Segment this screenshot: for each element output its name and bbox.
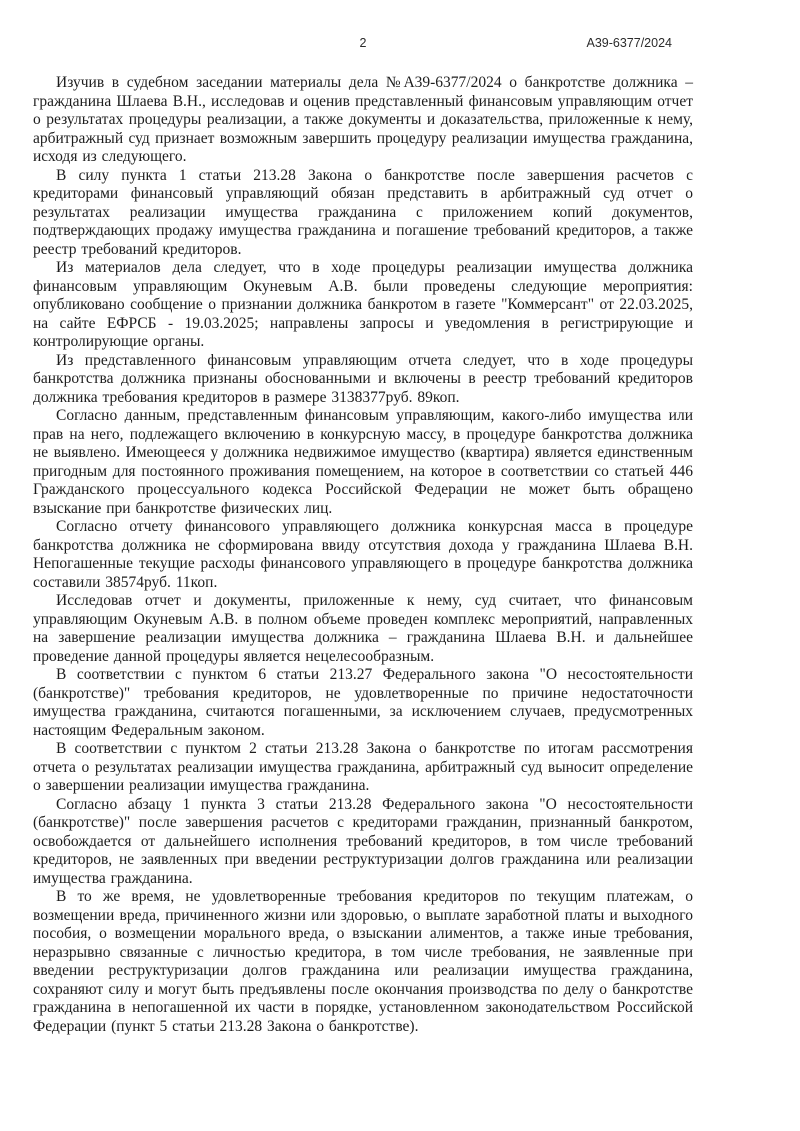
paragraph-law-213-28-p1: В силу пункта 1 статьи 213.28 Закона о банкротстве после завершения расчетов с кредиторами финансовый управляющий обязан представить в арбитражный суд отчет о результатах реализации имущества гражданина с приложением копий документов, подтверждающих продажу имущества гражданина и погашение требований кредиторов, а также реестр требований кредиторов. (33, 166, 693, 258)
paragraph-law-213-28-p3: Согласно абзацу 1 пункта 3 статьи 213.28 Федерального закона "О несостоятельности (банкротстве)" после завершения расчетов с кредиторами гражданин, признанный банкротом, освобождается от дальнейшего исполнения требований кредиторов, в том числе требований кредиторов, не заявленных при введении реструктуризации долгов гражданина или реализации имущества гражданина. (33, 795, 693, 887)
paragraph-bankruptcy-estate: Согласно отчету финансового управляющего должника конкурсная масса в процедуре банкротства должника не сформирована ввиду отсутствия дохода у гражданина Шлаева В.Н. Непогашенные текущие расходы финансового управляющего в процедуре банкротства должника составили 38574руб. 11коп. (33, 518, 693, 591)
page-number: 2 (359, 36, 367, 50)
paragraph-case-materials: Из материалов дела следует, что в ходе процедуры реализации имущества должника финансовым управляющим Окуневым А.В. были проведены следующие мероприятия: опубликовано сообщение о признании должника банкротом в газете "Коммерсант" от 22.03.2025, на сайте ЕФРСБ - 19.03.2025; направлены запросы и уведомления в регистрирующие и контролирующие органы. (33, 259, 693, 350)
paragraph-court-review: Изучив в судебном заседании материалы дела №А39-6377/2024 о банкротстве должника – гражданина Шлаева В.Н., исследовав и оценив представленный финансовым управляющим отчет о результатах процедуры реализации, а также документы и доказательства, приложенные к нему, арбитражный суд признает возможным завершить процедуру реализации имущества гражданина, исходя из следующего. (33, 74, 693, 165)
paragraph-exceptions: В то же время, не удовлетворенные требования кредиторов по текущим платежам, о возмещении вреда, причиненного жизни или здоровью, о выплате заработной платы и выходного пособия, о возмещении морального вреда, о взыскании алиментов, а также иные требования, неразрывно связанные с личностью кредитора, в том числе требования, не заявленные при введении реструктуризации долгов гражданина или реализации имущества гражданина, сохраняют силу и могут быть предъявлены после окончания производства по делу о банкротстве гражданина в непогашенной их части в порядке, установленном законодательством Российской Федерации (пункт 5 статьи 213.28 Закона о банкротстве). (33, 888, 693, 1035)
paragraph-report-conclusion: Исследовав отчет и документы, приложенные к нему, суд считает, что финансовым управляющим Окуневым А.В. в полном объеме проведен комплекс мероприятий, направленных на завершение реализации имущества должника – гражданина Шлаева В.Н. и дальнейшее проведение данной процедуры является нецелесообразным. (33, 592, 693, 665)
page-header (0, 36, 800, 56)
paragraph-law-213-27-p6: В соответствии с пунктом 6 статьи 213.27 Федерального закона "О несостоятельности (банкротстве)" требования кредиторов, не удовлетворенные по причине недостаточности имущества гражданина, считаются погашенными, за исключением случаев, предусмотренных настоящим Федеральным законом. (33, 666, 693, 739)
paragraph-law-213-28-p2: В соответствии с пунктом 2 статьи 213.28 Закона о банкротстве по итогам рассмотрения отчета о результатах реализации имущества гражданина, арбитражный суд выносит определение о завершении реализации имущества гражданина. (33, 740, 693, 794)
paragraph-creditors-register: Из представленного финансовым управляющим отчета следует, что в ходе процедуры банкротства должника признаны обоснованными и включены в реестр требований кредиторов должника требования кредиторов в размере 3138377руб. 89коп. (33, 351, 693, 406)
case-number: А39-6377/2024 (586, 36, 672, 50)
paragraph-no-property: Согласно данным, представленным финансовым управляющим, какого-либо имущества или прав на него, подлежащего включению в конкурсную массу, в процедуре банкротства должника не выявлено. Имеющееся у должника недвижимое имущество (квартира) является единственным пригодным для постоянного проживания помещением, на которое в соответствии со статьей 446 Гражданского процессуального кодекса Российской Федерации не может быть обращено взыскание при банкротстве физических лиц. (33, 407, 693, 517)
document-body (33, 74, 693, 1036)
